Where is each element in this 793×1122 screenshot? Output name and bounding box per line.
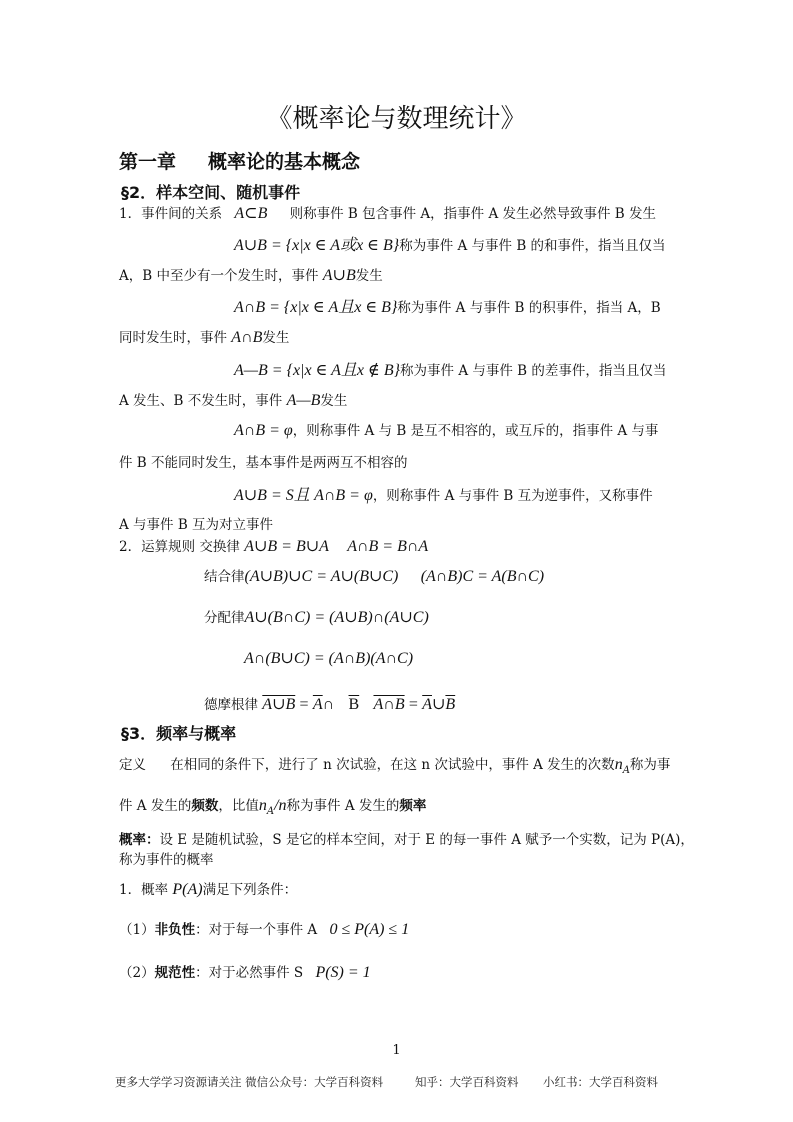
condition-2 — [119, 961, 371, 982]
distributive-line — [204, 606, 429, 627]
ratio-formula: /n — [274, 797, 287, 814]
commutative-formula-1: A∪B = B∪A — [244, 538, 329, 555]
demorgan-2-rhs-a: $\overline{A}$ — [422, 696, 432, 713]
condition-number: （1） — [119, 922, 155, 938]
item-label: 1．事件间的关系 — [119, 206, 223, 222]
demorgan-1-rhs-b: $\overline{B}$ — [348, 696, 360, 713]
conditions-intro — [119, 878, 297, 899]
n-symbol: n — [258, 797, 267, 814]
n-symbol: n — [614, 756, 623, 773]
text: 满足下列条件： — [202, 882, 298, 898]
text: 1．概率 — [119, 882, 169, 898]
difference-description: 称为事件 A 与事件 B 的差事件，指当且仅当 — [400, 363, 667, 379]
demorgan-2-op: ∪ — [432, 696, 446, 713]
section-2-heading: §2．样本空间、随机事件 — [121, 183, 301, 202]
text: 发生 — [355, 268, 383, 284]
associative-formula-2: (A∩B)C = A(B∩C) — [420, 568, 545, 585]
subscript-a: A — [622, 765, 630, 776]
condition-1 — [119, 918, 409, 939]
union-line — [234, 232, 666, 255]
probability-definition — [119, 828, 694, 848]
definition-text: 在相同的条件下，进行了 n 次试验，在这 n 次试验中，事件 A 发生的次数 — [170, 757, 615, 773]
complement-description: ，则称事件 A 与事件 B 互为逆事件，又称事件 — [372, 488, 653, 504]
intersection-line — [234, 294, 661, 317]
text: ：对于每一个事件 A — [195, 922, 318, 938]
normalization-formula: P(S) = 1 — [315, 964, 371, 981]
frequency-count-term: 频数 — [191, 798, 219, 814]
intersection-description: 称为事件 A 与事件 B 的积事件，指当 A，B — [397, 300, 661, 316]
demorgan-2-lhs: A∩B — [373, 696, 405, 713]
definition-tail: 称为事 — [629, 757, 671, 773]
non-negativity-formula: 0 ≤ P(A) ≤ 1 — [329, 921, 410, 938]
demorgan-1-op: ∩ — [322, 696, 335, 713]
normalization-term: 规范性 — [154, 965, 196, 981]
distributive-line-2 — [244, 648, 413, 668]
associative-formula-1: (A∪B)∪C = A∪(B∪C) — [244, 568, 399, 585]
text: A，B 中至少有一个发生时，事件 — [119, 268, 319, 284]
footer-wechat: 更多大学学习资源请关注 微信公众号：大学百科资料 — [115, 1075, 384, 1089]
chapter-heading — [119, 147, 360, 174]
text: 同时发生时，事件 — [119, 330, 227, 346]
non-negativity-term: 非负性 — [154, 922, 196, 938]
difference-inline: A—B — [286, 392, 321, 409]
subset-description: 则称事件 B 包含事件 A，指事件 A 发生必然导致事件 B 发生 — [289, 206, 657, 222]
intersection-inline: A∩B — [231, 329, 263, 346]
demorgan-1-rhs-a: $\overline{A}$ — [312, 696, 323, 713]
exclusive-line — [234, 419, 658, 440]
frequency-term: 频率 — [399, 798, 427, 814]
footer-xiaohongshu: 小红书：大学百科资料 — [543, 1075, 658, 1089]
section-3-heading: §3．频率与概率 — [121, 724, 237, 743]
difference-formula: A—B = {x|x ∈ A且x ∉ B} — [234, 362, 401, 379]
chapter-name: 概率论的基本概念 — [208, 151, 361, 173]
chapter-number: 第一章 — [119, 151, 177, 173]
demorgan-line: 德摩根律 A∪B = $\overline{A}\cap$ $\overline{B}$ A∩B = $\overline{A}\cup\overline{B}$ — [204, 696, 456, 713]
complement-formula-1: A∪B = S且 — [234, 487, 310, 504]
definition-line — [119, 753, 670, 776]
subscript-a: A — [266, 806, 275, 817]
complement-line — [234, 482, 653, 505]
commutative-line — [119, 535, 428, 556]
union-description: 称为事件 A 与事件 B 的和事件，指当且仅当 — [399, 238, 666, 254]
probability-text: 设 E 是随机试验，S 是它的样本空间，对于 E 的每一事件 A 赋予一个实数，记为 P(A)， — [159, 832, 694, 848]
text: ，比值 — [218, 798, 259, 814]
frequency-line — [119, 794, 426, 817]
text: ：对于必然事件 S — [195, 965, 304, 981]
associative-label: 结合律 — [204, 569, 245, 585]
probability-formula: P(A) — [172, 881, 203, 898]
intersection-formula: A∩B = {x|x ∈ A且x ∈ B} — [234, 299, 398, 316]
text: 称为事件 A 发生的 — [286, 798, 400, 814]
distributive-formula-1: A∪(B∩C) = (A∪B)∩(A∪C) — [244, 609, 429, 626]
difference-line — [234, 357, 666, 380]
page-number: 1 — [392, 1043, 401, 1058]
distributive-label: 分配律 — [204, 610, 245, 626]
distributive-formula-2: A∩(B∪C) = (A∩B)(A∩C) — [244, 650, 414, 667]
exclusive-formula: A∩B = φ — [234, 422, 293, 439]
demorgan-label: 德摩根律 — [204, 697, 258, 713]
union-formula: A∪B = {x|x ∈ A或x ∈ B} — [234, 237, 400, 254]
document-title: 《概率论与数理统计》 — [266, 104, 527, 134]
exclusive-description: ，则称事件 A 与 B 是互不相容的，或互斥的，指事件 A 与事 — [292, 423, 659, 439]
subset-formula: A⊂B — [234, 205, 268, 222]
text: A 发生、B 不发生时，事件 — [119, 393, 283, 409]
text: 发生 — [262, 330, 290, 346]
demorgan-2-rhs-b: $\overline{B}$ — [445, 696, 456, 713]
condition-number: （2） — [119, 965, 155, 981]
text: 件 A 发生的 — [119, 798, 192, 814]
probability-label: 概率： — [119, 832, 160, 848]
demorgan-1-lhs: A∪B — [262, 696, 296, 713]
probability-continuation: 称为事件的概率 — [119, 852, 214, 868]
commutative-label: 交换律 — [199, 539, 240, 555]
commutative-formula-2: A∩B = B∩A — [347, 538, 429, 555]
difference-continuation — [119, 389, 347, 410]
relation-line — [119, 202, 656, 223]
definition-label: 定义 — [119, 757, 146, 773]
complement-formula-2: A∩B = φ — [314, 487, 373, 504]
union-continuation — [119, 264, 383, 285]
exclusive-continuation: 件 B 不能同时发生，基本事件是两两互不相容的 — [119, 455, 408, 471]
associative-line — [204, 565, 544, 586]
text: 发生 — [320, 393, 348, 409]
footer-zhihu: 知乎：大学百科资料 — [415, 1075, 519, 1089]
complement-continuation: A 与事件 B 互为对立事件 — [119, 517, 274, 533]
intersection-continuation — [119, 326, 289, 347]
union-inline: A∪B — [322, 267, 356, 284]
rules-label: 2．运算规则 — [119, 539, 196, 555]
